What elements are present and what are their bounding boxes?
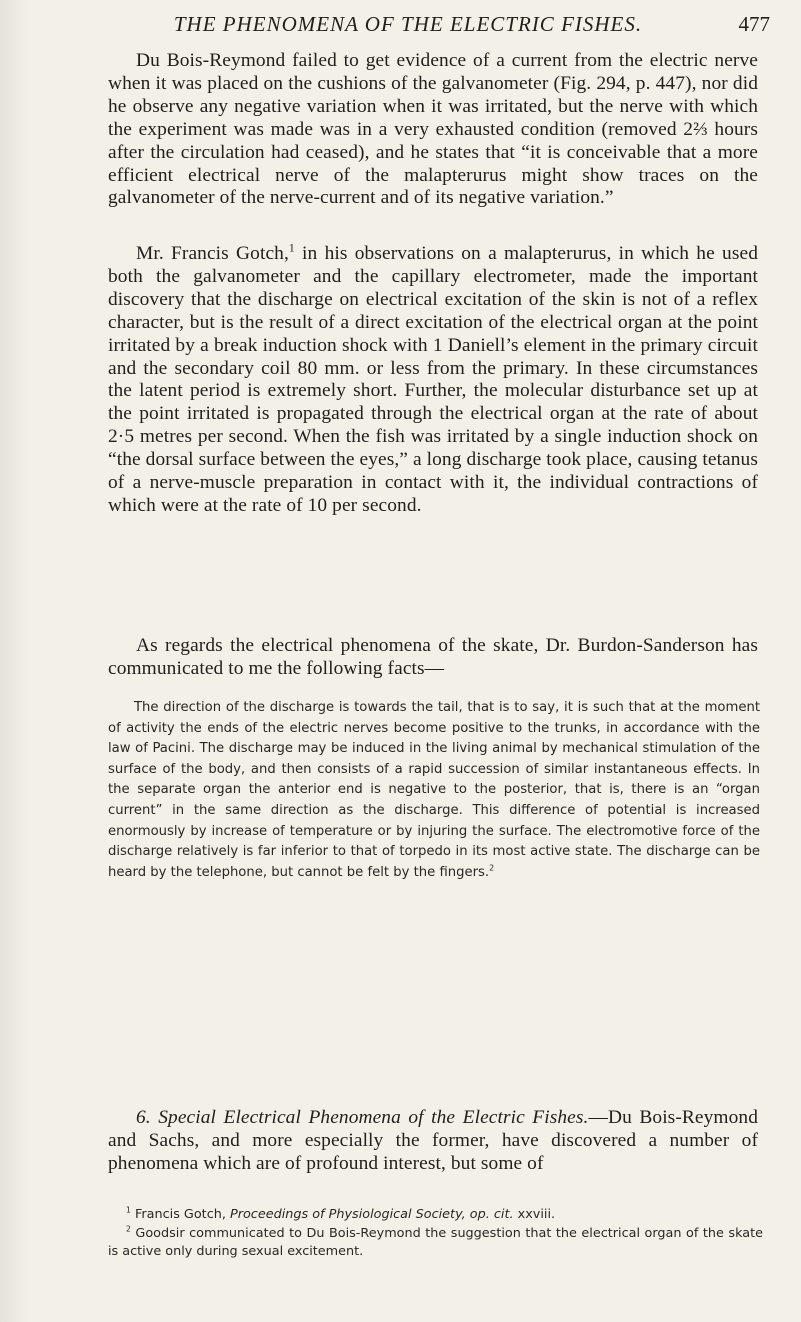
paragraph-gotch: [108, 243, 758, 518]
section-body-text: —Du Bois-Reymond and Sachs, and more especially the former, have discovered a number of phenomena which are of profound interest, but some of: [108, 1107, 758, 1174]
footnote-1-mark: 1: [126, 1205, 131, 1215]
running-title: THE PHENOMENA OF THE ELECTRIC FISHES.: [173, 12, 643, 36]
footnote-2: [108, 1225, 763, 1261]
paragraph-text-start: Mr. Francis Gotch,: [136, 243, 289, 264]
section-heading: 6. Special Electrical Phenomena of the Electric Fishes.: [136, 1107, 589, 1128]
block-quote-burdon-sanderson: [108, 698, 760, 883]
footnote-1-author: Francis Gotch,: [130, 1207, 230, 1222]
footnote-1-citation: Proceedings of Physiological Society, op. cit.: [229, 1207, 514, 1222]
footnote-1: [108, 1206, 763, 1224]
page-number: 477: [738, 12, 770, 36]
quote-text: The direction of the discharge is towards the tail, that is to say, it is such that at the moment of activity the ends of the electric nerves become positive to the trunks, in accordance with the law of Pacini. The discharge may be induced in the living animal by mechanical stimulation of the surface of the body, and then consists of a rapid succession of similar instantaneous effects. In the separate organ the anterior end is negative to the posterior, that is, there is an “organ current” in the same direction as the discharge. This difference of potential is increased enormously by increase of temperature or by injuring the surface. The electromotive force of the discharge relatively is far inferior to that of torpedo in its most active state. The discharge can be heard by the telephone, but cannot be felt by the fingers.: [108, 700, 760, 880]
footnote-reference-1: 1: [288, 241, 295, 255]
footnote-reference-2: 2: [489, 863, 495, 873]
paragraph-du-bois-reymond: [108, 50, 758, 210]
paragraph-text-rest: in his observations on a malapterurus, in which he used both the galvanometer and the capillary electrometer, made the important discovery that the discharge on electrical excitation of the skin is not of a reflex character, but is the result of a direct excitation of the electrical organ at the point irritated by a break induction shock with 1 Daniell’s element in the primary circuit and the secondary coil 80 mm. or less from the primary. In these circumstances the latent period is extremely short. Further, the molecular disturbance set up at the point irritated is propagated through the electrical organ at the rate of about 2·5 metres per second. When the fish was irritated by a single induction shock on “the dorsal surface between the eyes,” a long discharge took place, causing tetanus of a nerve-muscle preparation in contact with it, the individual contractions of which were at the rate of 10 per second.: [108, 243, 758, 516]
footnote-2-mark: 2: [126, 1224, 131, 1234]
page-gutter-shadow: [0, 0, 30, 1322]
footnote-1-page: xxviii.: [513, 1207, 556, 1222]
footnote-2-text: Goodsir communicated to Du Bois-Reymond the suggestion that the electrical organ of the skate is active only during sexual excitement.: [108, 1226, 763, 1259]
section-6-paragraph: [108, 1107, 758, 1176]
paragraph-text: As regards the electrical phenomena of the skate, Dr. Burdon-Sanderson has communicated to me the following facts—: [108, 635, 758, 679]
paragraph-text: Du Bois-Reymond failed to get evidence of a current from the electric nerve when it was placed on the cushions of the galvanometer (Fig. 294, p. 447), nor did he observe any negative variation when it was irritated, but the nerve with which the experiment was made was in a very exhausted condition (removed 2⅔ hours after the circulation had ceased), and he states that “it is conceivable that a more efficient electrical nerve of the malapterurus might show traces on the galvanometer of the nerve-current and of its negative variation.”: [108, 50, 758, 209]
page-header: [110, 10, 770, 42]
paragraph-skate: [108, 635, 758, 681]
